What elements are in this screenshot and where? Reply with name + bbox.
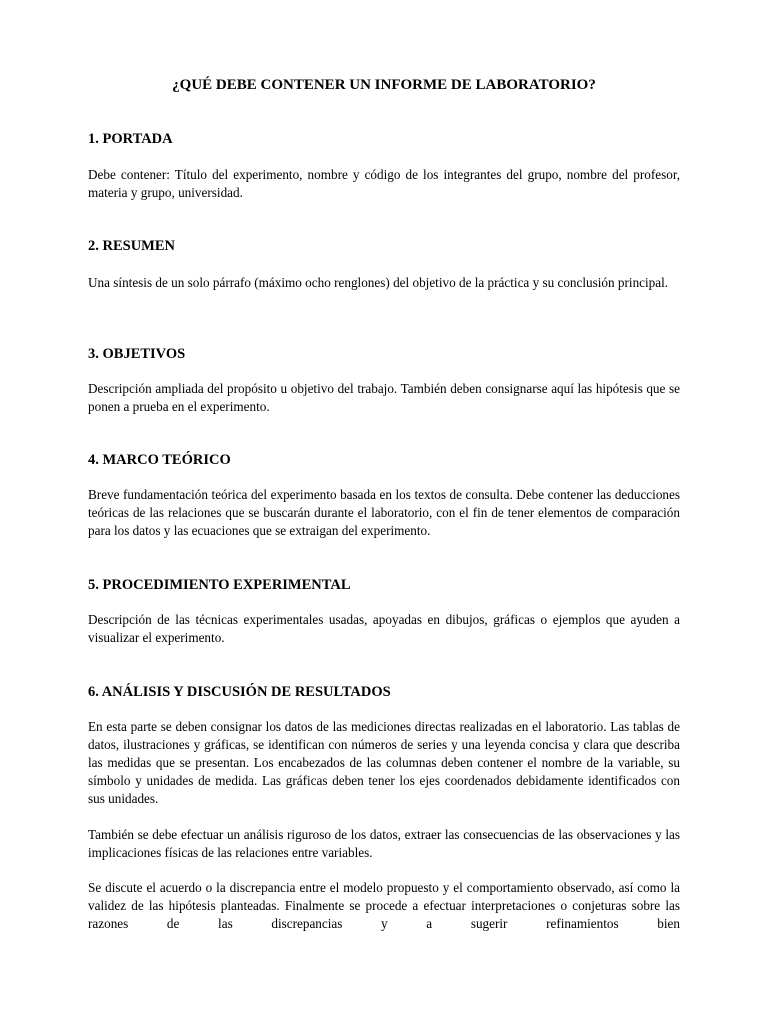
section-heading: 5. PROCEDIMIENTO EXPERIMENTAL: [88, 577, 351, 593]
section-heading: 4. MARCO TEÓRICO: [88, 452, 231, 468]
section-paragraph: Una síntesis de un solo párrafo (máximo ocho renglones) del objetivo de la práctica y su conclusión principal.: [88, 275, 669, 290]
section-paragraph: Se discute el acuerdo o la discrepancia entre el modelo propuesto y el comportamiento observado, así como la validez de las hipótesis planteadas. Finalmente se procede a efectuar interpretaciones o conjeturas sobre las razones de las discrepancias y a sugerir refinamientos bien: [88, 880, 680, 931]
section-heading: 2. RESUMEN: [88, 238, 176, 254]
section-paragraph: Descripción de las técnicas experimentales usadas, apoyadas en dibujos, gráficas o ejemplos que ayuden a visualizar el experimento.: [88, 612, 680, 645]
section-paragraph: En esta parte se deben consignar los datos de las mediciones directas realizadas en el laboratorio. Las tablas de datos, ilustraciones y gráficas, se identifican con números de series y una leyenda concisa y clara que describa las medidas que se presentan. Los encabezados de las columnas deben contener el nombre de la variable, su símbolo y unidades de medida. Las gráficas deben tener los ejes coordenados debidamente identificados con sus unidades.: [88, 719, 680, 806]
section-paragraph: Breve fundamentación teórica del experimento basada en los textos de consulta. Debe contener las deducciones teóricas de las relaciones que se buscarán durante el laboratorio, con el fin de tener elementos de comparación para los datos y las ecuaciones que se extraigan del experimento.: [88, 487, 680, 538]
section-paragraph: También se debe efectuar un análisis riguroso de los datos, extraer las consecuencias de las observaciones y las implicaciones físicas de las relaciones entre variables.: [88, 827, 680, 860]
section-paragraph: Debe contener: Título del experimento, nombre y código de los integrantes del grupo, nombre del profesor, materia y grupo, universidad.: [88, 167, 680, 200]
section-procedimiento: [88, 576, 680, 647]
section-resumen: [88, 237, 680, 292]
section-portada: [88, 130, 680, 202]
section-heading: 3. OBJETIVOS: [88, 346, 186, 362]
section-marco-teorico: [88, 451, 680, 540]
section-paragraph: Descripción ampliada del propósito u objetivo del trabajo. También deben consignarse aquí las hipótesis que se ponen a prueba en el experimento.: [88, 381, 680, 414]
section-analisis: [88, 683, 680, 933]
section-objetivos: [88, 345, 680, 416]
document-title: ¿QUÉ DEBE CONTENER UN INFORME DE LABORATORIO?: [172, 77, 596, 93]
section-heading: 6. ANÁLISIS Y DISCUSIÓN DE RESULTADOS: [88, 684, 391, 700]
section-heading: 1. PORTADA: [88, 131, 173, 147]
